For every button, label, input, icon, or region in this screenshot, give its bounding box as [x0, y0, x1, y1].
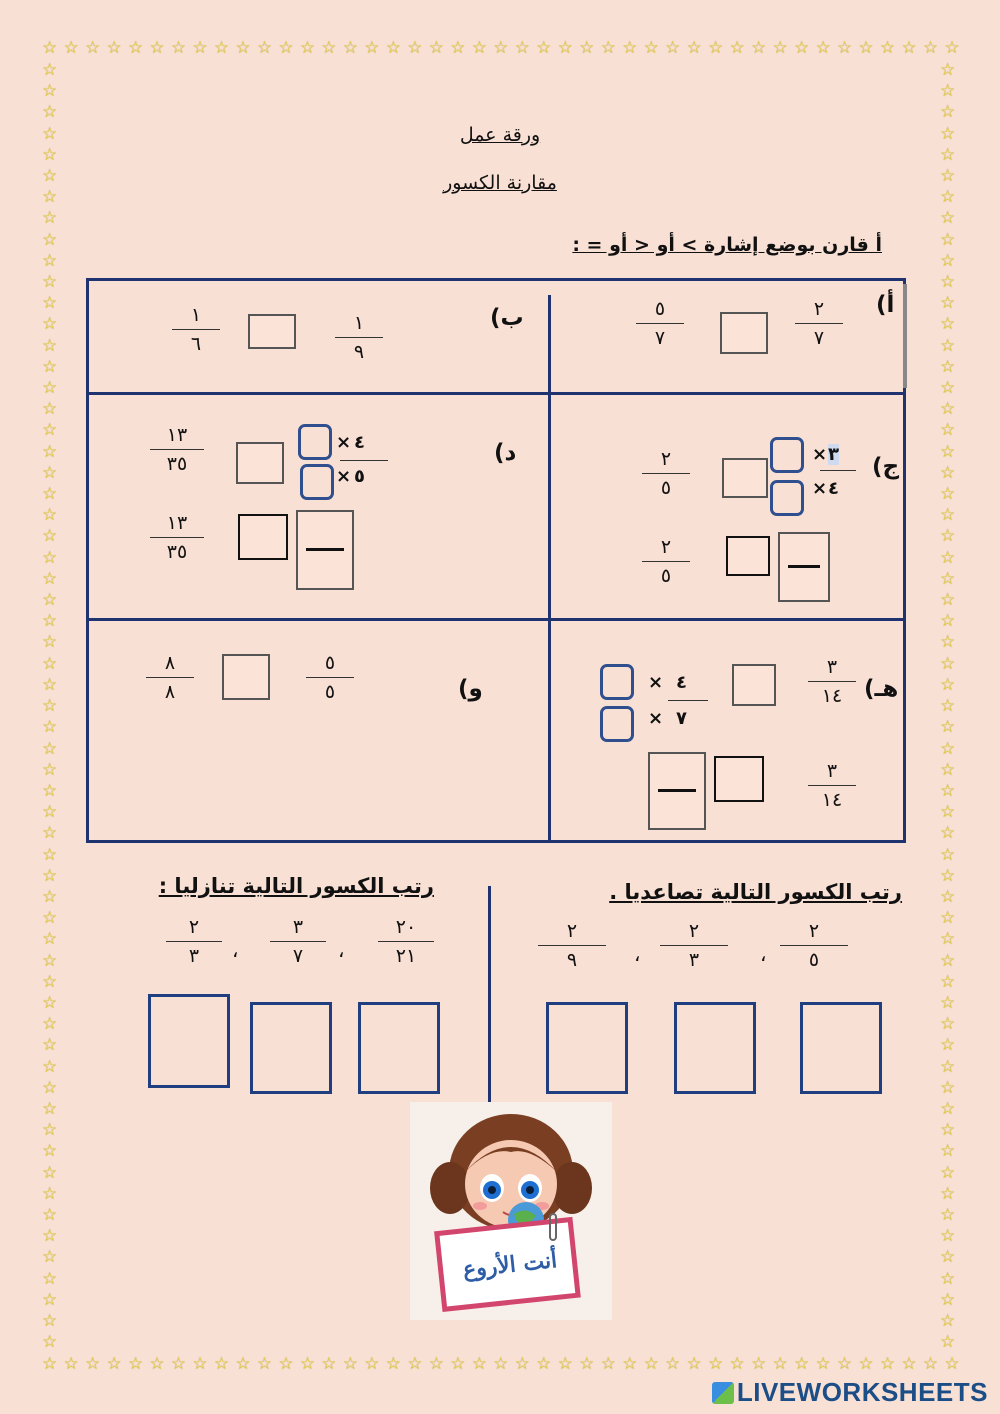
star-icon: ☆ [278, 1354, 294, 1374]
star-icon: ☆ [321, 38, 337, 58]
star-icon: ☆ [42, 696, 58, 717]
star-icon: ☆ [940, 229, 956, 250]
star-icon: ☆ [42, 441, 58, 462]
star-icon: ☆ [256, 1354, 273, 1374]
star-icon: ☆ [940, 1035, 956, 1056]
star-icon: ☆ [729, 38, 745, 58]
star-icon: ☆ [940, 844, 956, 865]
star-icon: ☆ [149, 1354, 165, 1374]
ascending-answer-box-2[interactable] [674, 1002, 756, 1094]
fraction-c-repeat: ٢ ٥ [642, 536, 690, 587]
star-icon: ☆ [42, 1183, 58, 1204]
star-icon: ☆ [858, 1354, 874, 1374]
star-icon: ☆ [940, 568, 956, 589]
star-icon: ☆ [940, 590, 956, 611]
star-icon: ☆ [600, 38, 616, 58]
star-icon: ☆ [940, 144, 956, 165]
star-icon: ☆ [940, 250, 956, 271]
star-icon: ☆ [213, 38, 230, 58]
star-icon: ☆ [42, 144, 58, 165]
star-icon: ☆ [42, 992, 58, 1013]
star-icon: ☆ [428, 1354, 444, 1374]
star-icon: ☆ [42, 780, 58, 801]
star-icon: ☆ [858, 38, 874, 58]
star-icon: ☆ [342, 1354, 359, 1374]
girl-sticker-illustration [410, 1102, 612, 1320]
star-icon: ☆ [940, 293, 956, 314]
star-icon: ☆ [901, 38, 917, 58]
multiply-numerator-box-d[interactable] [298, 424, 332, 460]
star-icon: ☆ [940, 908, 956, 929]
star-icon: ☆ [940, 929, 956, 950]
star-icon: ☆ [42, 462, 58, 483]
star-icon: ☆ [42, 335, 58, 356]
star-icon: ☆ [42, 81, 58, 102]
fraction-f-left: ٥ ٥ [306, 652, 354, 703]
star-icon: ☆ [42, 738, 58, 759]
descending-title: رتب الكسور التالية تنازليا : [158, 874, 434, 898]
star-icon: ☆ [940, 1120, 956, 1141]
star-icon: ☆ [940, 356, 956, 377]
star-icon: ☆ [106, 38, 122, 58]
star-icon: ☆ [42, 547, 58, 568]
star-icon: ☆ [579, 38, 595, 58]
star-icon: ☆ [493, 38, 509, 58]
star-icon: ☆ [42, 356, 58, 377]
star-icon: ☆ [42, 38, 58, 58]
star-icon: ☆ [686, 38, 702, 58]
star-icon: ☆ [42, 1035, 58, 1056]
sticker-text: أنت الأروع [461, 1247, 559, 1283]
multiply-denominator-box-d[interactable] [300, 464, 334, 500]
star-icon: ☆ [127, 1354, 144, 1374]
star-icon: ☆ [686, 1354, 702, 1374]
star-icon: ☆ [42, 166, 58, 187]
star-icon: ☆ [514, 1354, 530, 1374]
separator: ، [338, 938, 345, 962]
star-icon: ☆ [42, 293, 58, 314]
separator: ، [634, 942, 641, 966]
star-icon: ☆ [42, 123, 58, 144]
star-icon: ☆ [127, 38, 144, 58]
star-icon: ☆ [42, 1141, 58, 1162]
star-icon: ☆ [940, 1183, 956, 1204]
star-icon: ☆ [940, 335, 956, 356]
star-icon: ☆ [940, 526, 956, 547]
fraction-e: ٣ ١٤ [808, 656, 856, 707]
star-icon: ☆ [299, 1354, 316, 1374]
star-icon: ☆ [471, 1354, 487, 1374]
star-icon: ☆ [940, 272, 956, 293]
ascending-fraction-3: ٢ ٩ [538, 920, 606, 971]
star-icon: ☆ [407, 1354, 423, 1374]
star-icon: ☆ [940, 759, 956, 780]
star-icon: ☆ [708, 1354, 724, 1374]
star-icon: ☆ [42, 865, 58, 886]
star-icon: ☆ [729, 1354, 745, 1374]
star-icon: ☆ [879, 38, 896, 58]
star-icon: ☆ [922, 38, 939, 58]
star-icon: ☆ [42, 950, 58, 971]
star-icon: ☆ [940, 1332, 956, 1353]
star-icon: ☆ [940, 1077, 956, 1098]
star-icon: ☆ [940, 865, 956, 886]
star-icon: ☆ [922, 1354, 939, 1374]
star-icon: ☆ [364, 38, 380, 58]
star-icon: ☆ [42, 420, 58, 441]
star-border-left [42, 62, 57, 1352]
star-icon: ☆ [940, 547, 956, 568]
item-label-e: هـ) [864, 676, 899, 702]
star-icon: ☆ [940, 102, 956, 123]
star-icon: ☆ [42, 1332, 58, 1353]
star-icon: ☆ [514, 38, 530, 58]
star-icon: ☆ [750, 38, 767, 58]
star-icon: ☆ [665, 38, 681, 58]
star-icon: ☆ [940, 738, 956, 759]
fraction-f-right: ٨ ٨ [146, 652, 194, 703]
star-icon: ☆ [364, 1354, 380, 1374]
star-icon: ☆ [192, 1354, 208, 1374]
fraction-b-right: ١ ٦ [172, 304, 220, 355]
star-icon: ☆ [772, 1354, 788, 1374]
star-icon: ☆ [42, 1204, 58, 1225]
star-icon: ☆ [42, 653, 58, 674]
star-icon: ☆ [256, 38, 273, 58]
star-icon: ☆ [42, 250, 58, 271]
multiply-numerator-box-c[interactable] [770, 437, 804, 473]
star-icon: ☆ [940, 1247, 956, 1268]
ascending-answer-box-3[interactable] [546, 1002, 628, 1094]
star-icon: ☆ [536, 1354, 552, 1374]
star-icon: ☆ [940, 611, 956, 632]
star-icon: ☆ [940, 81, 956, 102]
result-answer-box-e[interactable] [714, 756, 764, 802]
star-icon: ☆ [42, 886, 58, 907]
star-icon: ☆ [42, 908, 58, 929]
ordering-divider [488, 886, 491, 1102]
star-icon: ☆ [940, 123, 956, 144]
star-icon: ☆ [235, 1354, 251, 1374]
star-icon: ☆ [940, 420, 956, 441]
star-icon: ☆ [42, 1077, 58, 1098]
star-icon: ☆ [940, 1226, 956, 1247]
star-icon: ☆ [321, 1354, 337, 1374]
star-icon: ☆ [940, 780, 956, 801]
star-icon: ☆ [940, 674, 956, 695]
star-icon: ☆ [450, 38, 466, 58]
star-icon: ☆ [342, 38, 359, 58]
star-icon: ☆ [944, 1354, 960, 1374]
result-fraction-box-e[interactable] [648, 752, 706, 830]
descending-answer-box-1[interactable] [358, 1002, 440, 1094]
star-icon: ☆ [940, 1056, 956, 1077]
star-icon: ☆ [170, 1354, 187, 1374]
star-icon: ☆ [940, 166, 956, 187]
star-icon: ☆ [42, 568, 58, 589]
item-label-c: ج) [872, 454, 900, 480]
star-icon: ☆ [579, 1354, 595, 1374]
star-icon: ☆ [940, 1289, 956, 1310]
result-answer-box-d[interactable] [238, 514, 288, 560]
star-icon: ☆ [536, 38, 552, 58]
fraction-e-repeat: ٣ ١٤ [808, 760, 856, 811]
star-icon: ☆ [42, 674, 58, 695]
star-icon: ☆ [42, 208, 58, 229]
star-icon: ☆ [940, 1014, 956, 1035]
star-border-right [940, 62, 955, 1352]
descending-answer-box-2[interactable] [250, 1002, 332, 1094]
star-icon: ☆ [106, 1354, 122, 1374]
item-label-a: أ) [876, 292, 895, 318]
fraction-d-repeat: ١٣ ٣٥ [150, 512, 204, 563]
star-icon: ☆ [42, 1226, 58, 1247]
star-icon: ☆ [600, 1354, 616, 1374]
star-icon: ☆ [42, 802, 58, 823]
star-icon: ☆ [815, 1354, 831, 1374]
star-icon: ☆ [42, 1268, 58, 1289]
star-icon: ☆ [836, 1354, 853, 1374]
answer-box-f[interactable] [222, 654, 270, 700]
star-icon: ☆ [42, 1310, 58, 1331]
star-icon: ☆ [213, 1354, 230, 1374]
star-icon: ☆ [42, 378, 58, 399]
separator: ، [232, 938, 239, 962]
fraction-a-right: ٥ ٧ [636, 298, 684, 349]
star-icon: ☆ [278, 38, 294, 58]
star-icon: ☆ [940, 1098, 956, 1119]
multiply-numerator-box-e[interactable] [600, 664, 634, 700]
star-icon: ☆ [793, 38, 810, 58]
star-icon: ☆ [42, 632, 58, 653]
star-icon: ☆ [42, 272, 58, 293]
ascending-title: رتب الكسور التالية تصاعديا . [609, 880, 902, 904]
star-icon: ☆ [385, 1354, 401, 1374]
star-icon: ☆ [42, 1056, 58, 1077]
fraction-d: ١٣ ٣٥ [150, 424, 204, 475]
star-icon: ☆ [940, 1204, 956, 1225]
star-icon: ☆ [42, 505, 58, 526]
star-icon: ☆ [557, 1354, 573, 1374]
answer-box-a[interactable] [720, 312, 768, 354]
descending-answer-box-3[interactable] [148, 994, 230, 1088]
star-icon: ☆ [42, 1354, 58, 1374]
star-icon: ☆ [42, 1289, 58, 1310]
multiply-denominator-box-c[interactable] [770, 480, 804, 516]
ascending-fraction-2: ٢ ٣ [660, 920, 728, 971]
star-icon: ☆ [940, 992, 956, 1013]
star-icon: ☆ [42, 60, 58, 80]
star-icon: ☆ [940, 399, 956, 420]
star-icon: ☆ [149, 38, 165, 58]
star-icon: ☆ [643, 1354, 659, 1374]
answer-box-b[interactable] [248, 314, 296, 349]
item-label-b: ب) [490, 305, 524, 331]
star-icon: ☆ [42, 971, 58, 992]
star-icon: ☆ [63, 1354, 79, 1374]
star-icon: ☆ [940, 1141, 956, 1162]
ascending-answer-box-1[interactable] [800, 1002, 882, 1094]
answer-box-c[interactable] [722, 458, 768, 498]
compare-instruction: أ قارن بوضع إشارة > أو < أو = : [572, 234, 882, 256]
star-icon: ☆ [42, 717, 58, 738]
star-icon: ☆ [940, 314, 956, 335]
star-icon: ☆ [170, 38, 187, 58]
star-icon: ☆ [42, 1120, 58, 1141]
star-icon: ☆ [940, 886, 956, 907]
star-icon: ☆ [940, 653, 956, 674]
star-icon: ☆ [793, 1354, 810, 1374]
star-border-top [42, 40, 960, 57]
star-icon: ☆ [940, 632, 956, 653]
star-icon: ☆ [940, 717, 956, 738]
star-icon: ☆ [622, 1354, 638, 1374]
star-icon: ☆ [84, 1354, 101, 1374]
star-icon: ☆ [471, 38, 487, 58]
answer-box-e[interactable] [732, 664, 776, 706]
star-border-bottom [42, 1356, 960, 1373]
star-icon: ☆ [299, 38, 316, 58]
star-icon: ☆ [643, 38, 659, 58]
page-title: ورقة عمل [459, 124, 541, 146]
star-icon: ☆ [772, 38, 788, 58]
star-icon: ☆ [42, 823, 58, 844]
star-icon: ☆ [944, 38, 960, 58]
fraction-a-left: ٢ ٧ [795, 298, 843, 349]
star-icon: ☆ [42, 1098, 58, 1119]
answer-box-d[interactable] [236, 442, 284, 484]
descending-fraction-1: ٢٠ ٢١ [378, 916, 434, 967]
star-icon: ☆ [42, 229, 58, 250]
star-icon: ☆ [192, 38, 208, 58]
star-icon: ☆ [901, 1354, 917, 1374]
star-icon: ☆ [940, 441, 956, 462]
star-icon: ☆ [708, 38, 724, 58]
star-icon: ☆ [940, 505, 956, 526]
star-icon: ☆ [940, 208, 956, 229]
star-icon: ☆ [879, 1354, 896, 1374]
separator: ، [760, 942, 767, 966]
star-icon: ☆ [940, 971, 956, 992]
liveworksheets-logo: LIVEWORKSHEETS [712, 1377, 988, 1408]
star-icon: ☆ [940, 823, 956, 844]
star-icon: ☆ [750, 1354, 767, 1374]
star-icon: ☆ [940, 484, 956, 505]
star-icon: ☆ [42, 590, 58, 611]
star-icon: ☆ [940, 1310, 956, 1331]
star-icon: ☆ [84, 38, 101, 58]
star-icon: ☆ [42, 929, 58, 950]
star-icon: ☆ [940, 1162, 956, 1183]
descending-fraction-2: ٣ ٧ [270, 916, 326, 967]
descending-fraction-3: ٢ ٣ [166, 916, 222, 967]
result-answer-box-c[interactable] [726, 536, 770, 576]
ascending-fraction-1: ٢ ٥ [780, 920, 848, 971]
star-icon: ☆ [42, 1247, 58, 1268]
star-icon: ☆ [385, 38, 401, 58]
star-icon: ☆ [42, 187, 58, 208]
star-icon: ☆ [450, 1354, 466, 1374]
star-icon: ☆ [940, 950, 956, 971]
page-subtitle: مقارنة الكسور [443, 172, 557, 194]
fraction-c: ٢ ٥ [642, 448, 690, 499]
star-icon: ☆ [622, 38, 638, 58]
star-icon: ☆ [940, 696, 956, 717]
fraction-b-left: ١ ٩ [335, 312, 383, 363]
star-icon: ☆ [235, 38, 251, 58]
star-icon: ☆ [42, 484, 58, 505]
star-icon: ☆ [42, 399, 58, 420]
star-icon: ☆ [42, 759, 58, 780]
star-icon: ☆ [836, 38, 853, 58]
star-icon: ☆ [42, 1014, 58, 1035]
star-icon: ☆ [940, 1268, 956, 1289]
star-icon: ☆ [815, 38, 831, 58]
result-fraction-box-d[interactable] [296, 510, 354, 590]
star-icon: ☆ [407, 38, 423, 58]
star-icon: ☆ [940, 802, 956, 823]
star-icon: ☆ [940, 60, 956, 80]
star-icon: ☆ [940, 462, 956, 483]
item-label-d: د) [494, 440, 517, 466]
star-icon: ☆ [42, 526, 58, 547]
star-icon: ☆ [940, 378, 956, 399]
star-icon: ☆ [557, 38, 573, 58]
star-icon: ☆ [940, 187, 956, 208]
star-icon: ☆ [42, 844, 58, 865]
star-icon: ☆ [42, 611, 58, 632]
item-label-f: و) [458, 676, 483, 702]
multiply-denominator-box-e[interactable] [600, 706, 634, 742]
star-icon: ☆ [42, 314, 58, 335]
brand-icon [712, 1382, 734, 1404]
star-icon: ☆ [42, 1162, 58, 1183]
star-icon: ☆ [428, 38, 444, 58]
result-fraction-box-c[interactable] [778, 532, 830, 602]
star-icon: ☆ [42, 102, 58, 123]
star-icon: ☆ [493, 1354, 509, 1374]
star-icon: ☆ [665, 1354, 681, 1374]
star-icon: ☆ [63, 38, 79, 58]
